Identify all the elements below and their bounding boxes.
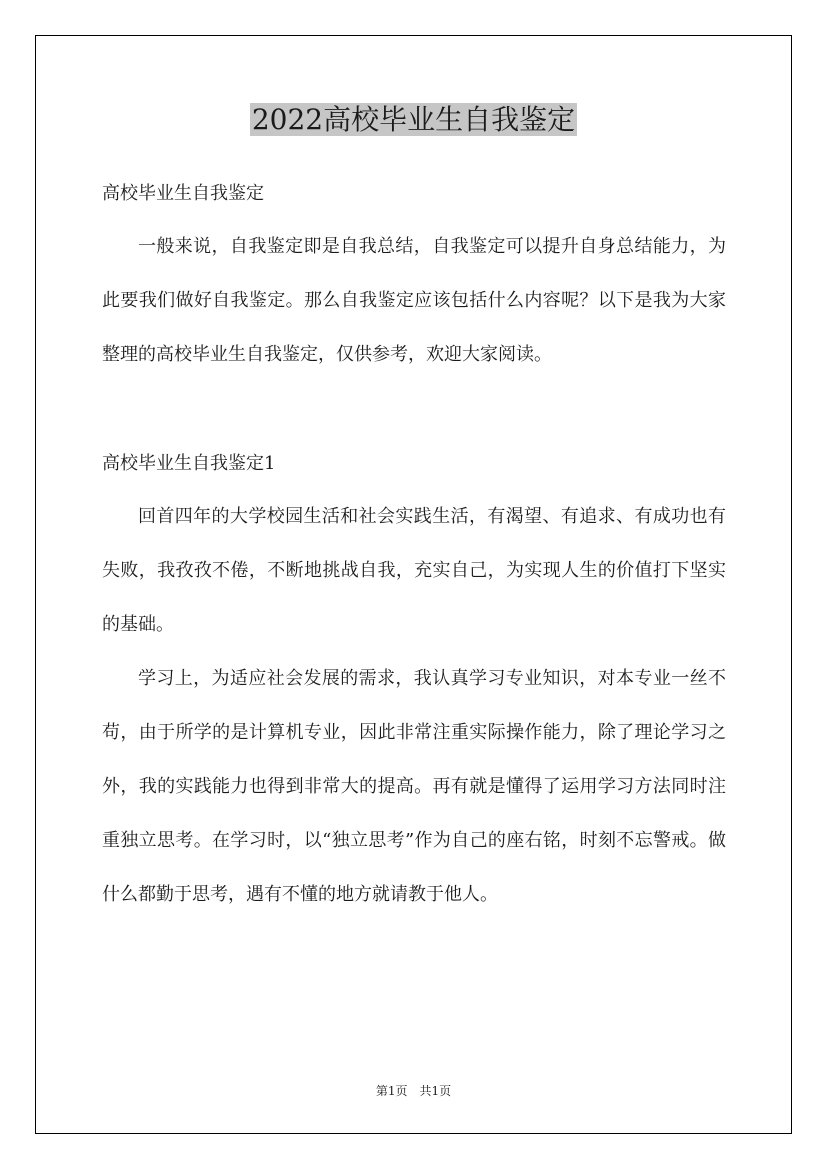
paragraph: 一般来说，自我鉴定即是自我总结，自我鉴定可以提升自身总结能力，为此要我们做好自我鉴定。那么自我鉴定应该包括什么内容呢？以下是我为大家整理的高校毕业生自我鉴定，仅供参考，欢迎大家阅读。: [102, 236, 726, 365]
page-total: 共1页: [419, 1084, 452, 1098]
page-footer: [0, 1082, 827, 1100]
page-number: 第1页: [375, 1084, 408, 1098]
paragraph: 回首四年的大学校园生活和社会实践生活，有渴望、有追求、有成功也有失败，我孜孜不倦，不断地挑战自我，充实自己，为实现人生的价值打下坚实的基础。: [102, 506, 726, 635]
section-gap: [102, 382, 726, 438]
document-title: [0, 100, 827, 140]
section-heading: 高校毕业生自我鉴定1: [102, 453, 276, 474]
document-title-text: 2022高校毕业生自我鉴定: [251, 103, 576, 136]
document-body: [102, 168, 726, 922]
section-heading: 高校毕业生自我鉴定: [102, 183, 264, 204]
paragraph: 学习上，为适应社会发展的需求，我认真学习专业知识，对本专业一丝不苟，由于所学的是计算机专业，因此非常注重实际操作能力，除了理论学习之外，我的实践能力也得到非常大的提高。再有就是懂得了运用学习方法同时注重独立思考。在学习时，以“独立思考”作为自己的座右铭，时刻不忘警戒。做什么都勤于思考，遇有不懂的地方就请教于他人。: [102, 668, 726, 905]
